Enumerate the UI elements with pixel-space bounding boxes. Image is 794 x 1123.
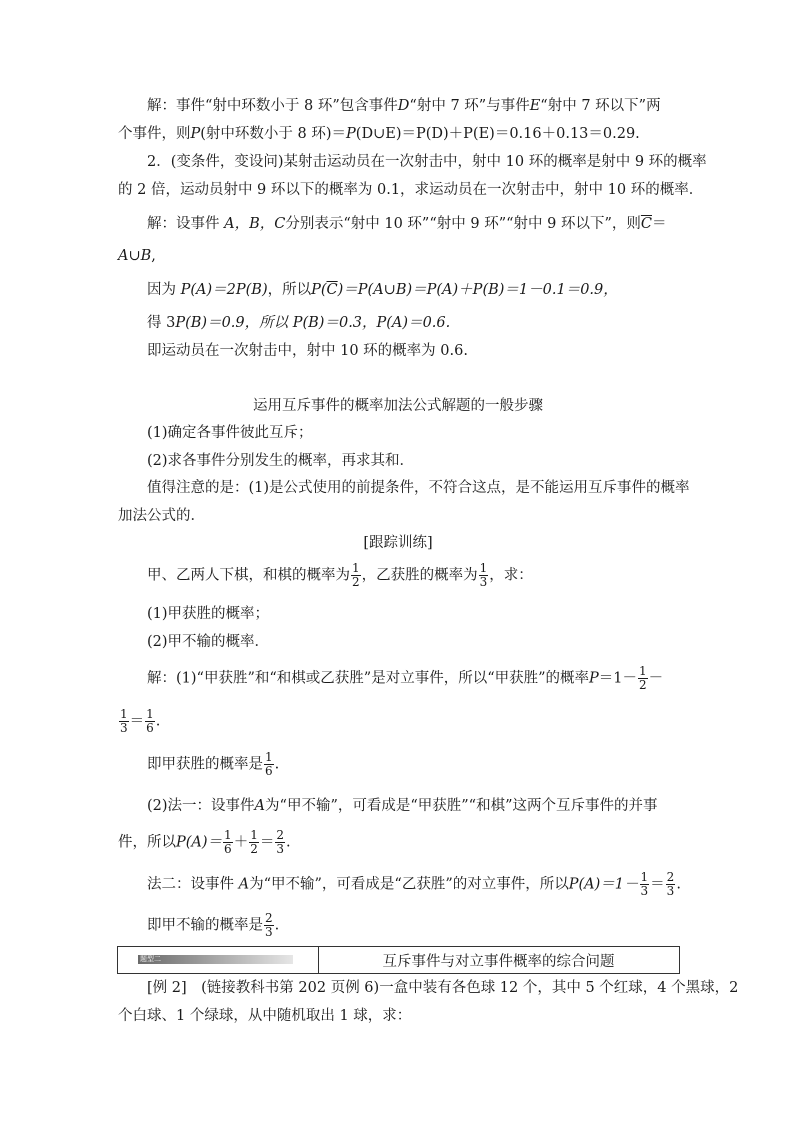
solution-3-line-5: 件，所以P(A)＝ $\frac{1}{6}$ ＋ $\frac{1}{2}$ ＝ $\frac{2}{3}$ . bbox=[118, 828, 291, 856]
solution-1-line-1: 解：事件“射中环数小于 8 环”包含事件D“射中 7 环”与事件E“射中 7 环以下”两 bbox=[147, 98, 661, 114]
practice-header: [跟踪训练] bbox=[363, 535, 433, 551]
solution-2-line-1: 解：设事件 A，B，C分别表示“射中 10 环”“射中 9 环”“射中 9 环以下”，则$\overline{C}=$ bbox=[147, 216, 667, 232]
solution-1-line-2: 个事件，则P(射中环数小于 8 环)＝P(D∪E)＝P(D)＋P(E)＝0.16＋0.13＝0.29. bbox=[118, 126, 640, 142]
solution-3-line-3: 即甲获胜的概率是 $\frac{1}{6}$ . bbox=[147, 750, 280, 778]
method-step-1: (1)确定各事件彼此互斥； bbox=[147, 425, 313, 441]
solution-3-line-1: 解：(1)“甲获胜”和“和棋或乙获胜”是对立事件，所以“甲获胜”的概率P＝1－ $\frac{1}{2}$ － bbox=[147, 664, 664, 692]
practice-question: 甲、乙两人下棋，和棋的概率为 $\frac{1}{2}$ ，乙获胜的概率为 $\frac{1}{3}$ ，求： bbox=[147, 561, 533, 589]
solution-3-line-6: 法二：设事件 A为“甲不输”，可看成是“乙获胜”的对立事件，所以P(A)＝1－ $\frac{1}{3}$ ＝ $\frac{2}{3}$ . bbox=[147, 870, 681, 898]
fraction: $\frac{1}{2}$ bbox=[250, 828, 258, 856]
example-2-line-2: 个白球、1 个绿球，从中随机取出 1 球，求： bbox=[118, 1008, 412, 1024]
method-step-2: (2)求各事件分别发生的概率，再求其和． bbox=[147, 453, 415, 469]
method-note-line-1: 值得注意的是：(1)是公式使用的前提条件，不符合这点，是不能运用互斥事件的概率 bbox=[147, 480, 690, 496]
fraction: $\frac{2}{3}$ bbox=[666, 870, 675, 898]
fraction: $\frac{2}{3}$ bbox=[265, 911, 273, 939]
fraction: $\frac{1}{6}$ bbox=[265, 750, 273, 778]
solution-2-line-3: 因为 P(A)＝2P(B)，所以$P(\overline{C})=P(A\cup B)=P(A)+P(B)=1-0.1=0.9$， bbox=[147, 282, 618, 298]
solution-2-line-2: A∪B, bbox=[118, 248, 156, 264]
solution-3-line-7: 即甲不输的概率是 $\frac{2}{3}$ . bbox=[147, 911, 280, 939]
topic-tag-banner bbox=[138, 955, 293, 964]
solution-3-line-4: (2)法一：设事件A为“甲不输”，可看成是“甲获胜”“和棋”这两个互斥事件的并事 bbox=[147, 798, 658, 814]
topic-tag-label: 题型二 bbox=[140, 955, 161, 963]
solution-3-line-2: $\frac{1}{3}$ ＝ $\frac{1}{6}$ . bbox=[120, 707, 161, 735]
topic-header-box bbox=[117, 946, 680, 974]
fraction: $\frac{2}{3}$ bbox=[276, 828, 284, 856]
topic-tag-cell bbox=[118, 947, 319, 973]
fraction-one-half: $\frac{1}{2}$ bbox=[352, 561, 360, 589]
fraction: $\frac{1}{3}$ bbox=[120, 707, 128, 735]
example-2-line-1: [例 2] (链接教科书第 202 页例 6)一盒中装有各色球 12 个，其中 5 个红球，4 个黑球，2 bbox=[147, 980, 739, 996]
topic-title: 互斥事件与对立事件概率的综合问题 bbox=[382, 954, 615, 970]
question-2-line-2: 的 2 倍，运动员射中 9 环以下的概率为 0.1，求运动员在一次射击中，射中 10 环的概率． bbox=[118, 182, 704, 198]
solution-2-line-4: 得 3P(B)＝0.9，所以 P(B)＝0.3，P(A)＝0.6. bbox=[147, 315, 451, 331]
method-title: 运用互斥事件的概率加法公式解题的一般步骤 bbox=[253, 398, 543, 414]
practice-item-2: (2)甲不输的概率． bbox=[147, 634, 270, 650]
fraction: $\frac{1}{2}$ bbox=[639, 664, 647, 692]
fraction: $\frac{1}{6}$ bbox=[224, 828, 232, 856]
fraction: $\frac{1}{6}$ bbox=[146, 707, 154, 735]
fraction: $\frac{1}{3}$ bbox=[640, 870, 649, 898]
question-2-line-1: 2．(变条件，变设问)某射击运动员在一次射击中，射中 10 环的概率是射中 9 环的概率 bbox=[147, 154, 707, 170]
practice-item-1: (1)甲获胜的概率； bbox=[147, 606, 270, 622]
method-note-line-2: 加法公式的． bbox=[118, 508, 205, 524]
solution-2-line-5: 即运动员在一次射击中，射中 10 环的概率为 0.6. bbox=[147, 343, 468, 359]
fraction-one-third: $\frac{1}{3}$ bbox=[479, 561, 488, 589]
